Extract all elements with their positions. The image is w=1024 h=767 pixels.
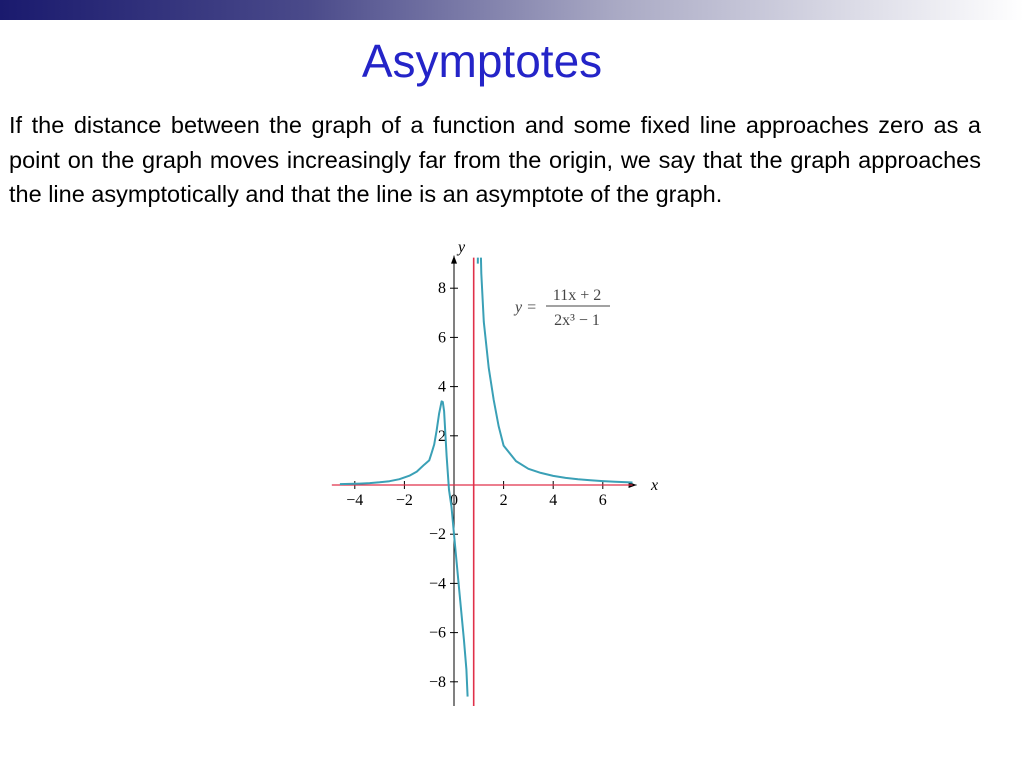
y-tick-label: −8 [428,673,446,691]
x-tick-label: 0 [450,492,458,509]
y-tick-label: −4 [428,575,446,593]
formula-numerator: 11x + 2 [552,287,602,304]
slide-title: Asymptotes [361,35,603,87]
curve-branch-2 [478,236,633,482]
y-tick-label: 2 [438,427,446,445]
y-tick-label: −6 [428,624,446,642]
x-tick-label: −4 [346,492,364,509]
curve-branch-1 [340,401,468,696]
formula-denominator: 2x³ − 1 [554,312,600,329]
title-bar-gradient [0,0,1024,20]
x-tick-label: −2 [395,492,413,509]
x-axis-label: x [651,477,659,494]
y-tick-label: −2 [428,526,446,544]
definition-paragraph: If the distance between the graph of a function and some fixed line approaches zero as a point on the graph moves increasingly far from the origin, we say that the graph approaches the line asymptotically and that the line is an asymptote of the graph. [9,112,981,207]
y-axis-label: y [458,239,466,256]
function-formula [513,287,610,329]
y-tick-label: 4 [438,378,446,396]
y-axis-arrow [451,256,457,264]
x-tick-label: 6 [598,492,607,509]
formula-lhs: y = [515,299,537,316]
x-tick-label: 4 [549,492,558,509]
asymptote-graph [320,236,680,706]
x-tick-label: 2 [499,492,508,509]
y-tick-label: 6 [438,329,446,347]
y-tick-label: 8 [438,280,446,298]
